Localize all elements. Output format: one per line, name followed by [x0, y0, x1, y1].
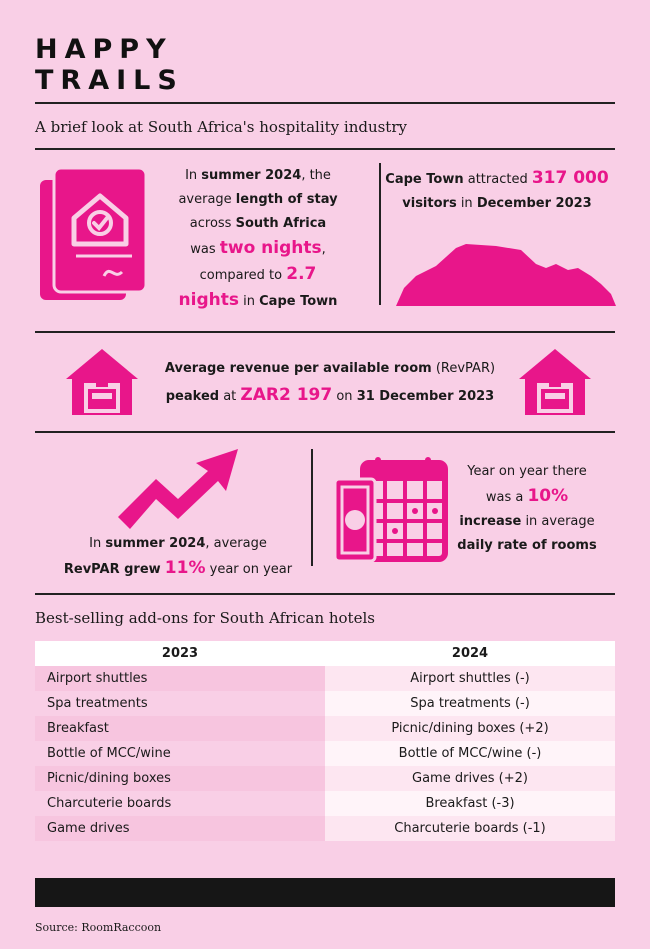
divider: [35, 431, 615, 433]
rate-stat: Year on year there was a 10% increase in average daily rate of rooms: [457, 464, 597, 553]
table-row: [35, 816, 615, 841]
growth-arrow-icon: [116, 447, 242, 533]
table-mountain-icon: [396, 236, 616, 308]
divider: [35, 102, 615, 104]
column-header-2023: 2023: [35, 641, 325, 666]
table-row: [35, 666, 615, 691]
cell-2024: Picnic/dining boxes (+2): [325, 716, 615, 741]
footer-bar: [35, 878, 615, 907]
cell-2023: Game drives: [35, 816, 325, 841]
calendar-money-icon: [333, 455, 449, 563]
house-icon: [64, 347, 140, 417]
page-title: HAPPY TRAILS: [35, 34, 184, 96]
cell-2024: Airport shuttles (-): [325, 666, 615, 691]
cell-2023: Picnic/dining boxes: [35, 766, 325, 791]
table-row: [35, 766, 615, 791]
column-header-2024: 2024: [325, 641, 615, 666]
table-row: [35, 716, 615, 741]
cell-2023: Breakfast: [35, 716, 325, 741]
visitors-stat: Cape Town attracted 317 000 visitors in December 2023: [385, 168, 609, 211]
addons-table: [35, 641, 615, 841]
cell-2023: Airport shuttles: [35, 666, 325, 691]
revpar-stat: Average revenue per available room (RevPAR) peaked at ZAR2 197 on 31 December 2023: [164, 361, 496, 405]
cell-2024: Breakfast (-3): [325, 791, 615, 816]
stay-stat: In summer 2024, the average length of stay across South Africa was two nights, compared to 2.7 nights in Cape Town: [178, 168, 338, 310]
table-row: [35, 691, 615, 716]
cell-2024: Charcuterie boards (-1): [325, 816, 615, 841]
house-icon: [517, 347, 593, 417]
divider: [35, 331, 615, 333]
document-house-icon: [40, 168, 150, 303]
source-note: Source: RoomRaccoon: [35, 921, 162, 934]
table-row: [35, 791, 615, 816]
table-header-row: [35, 641, 615, 666]
cell-2023: Spa treatments: [35, 691, 325, 716]
cell-2024: Bottle of MCC/wine (-): [325, 741, 615, 766]
cell-2023: Charcuterie boards: [35, 791, 325, 816]
table-heading: Best-selling add-ons for South African hotels: [35, 609, 375, 627]
divider-vertical: [311, 449, 313, 566]
divider: [35, 148, 615, 150]
table-row: [35, 741, 615, 766]
cell-2024: Game drives (+2): [325, 766, 615, 791]
divider: [35, 593, 615, 595]
table-body: [35, 666, 615, 841]
subtitle: A brief look at South Africa's hospitality industry: [35, 118, 407, 136]
cell-2023: Bottle of MCC/wine: [35, 741, 325, 766]
cell-2024: Spa treatments (-): [325, 691, 615, 716]
growth-stat: In summer 2024, average RevPAR grew 11% year on year: [63, 536, 293, 578]
